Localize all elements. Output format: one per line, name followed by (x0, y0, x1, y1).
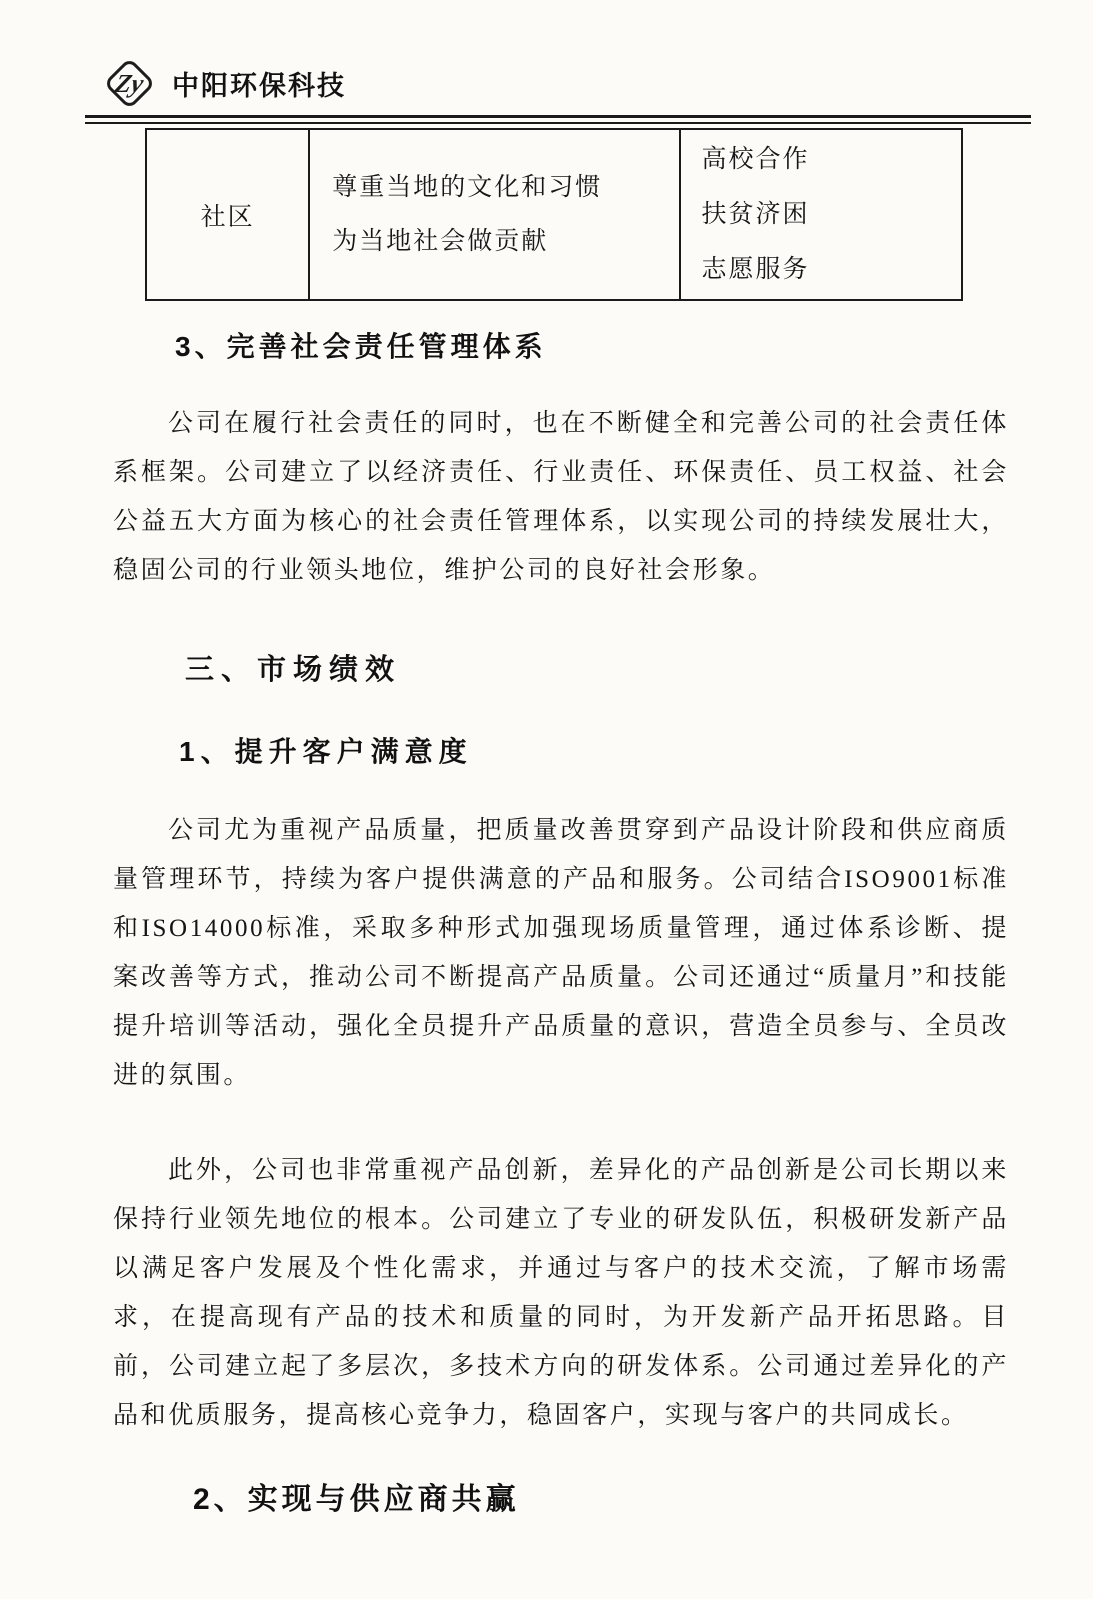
commitment-line: 为当地社会做贡献 (332, 227, 549, 255)
table-cell-commitments (309, 129, 680, 300)
page-header (0, 0, 1093, 124)
action-line: 扶贫济困 (701, 201, 810, 228)
paragraph-product-quality: 公司尤为重视产品质量，把质量改善贯穿到产品设计阶段和供应商质量管理环节，持续为客户提供满意的产品和服务。公司结合ISO9001标准和ISO14000标准，采取多种形式加强现场质量管理，通过体系诊断、提案改善等方式，推动公司不断提高产品质量。公司还通过“质量月”和技能提升培训等活动，强化全员提升产品质量的意识，营造全员参与、全员改进的氛围。 (113, 817, 1009, 1089)
commitment-line: 尊重当地的文化和习惯 (332, 173, 603, 201)
heading-supplier-winwin: 2、实现与供应商共赢 (193, 1483, 520, 1516)
company-logo (105, 57, 1009, 109)
document-content (0, 128, 1093, 1518)
table-cell-actions (680, 129, 962, 300)
heading-customer-satisfaction: 1、提升客户满意度 (179, 736, 473, 767)
logo-monogram: Zy (112, 67, 147, 97)
table-cell-category: 社区 (146, 129, 309, 300)
header-divider (85, 115, 1031, 124)
company-name: 中阳环保科技 (172, 70, 346, 101)
heading-market-performance: 三、市场绩效 (185, 654, 402, 686)
responsibility-table (145, 128, 963, 301)
heading-csr-management-system: 3、完善社会责任管理体系 (175, 331, 547, 362)
paragraph-csr-system: 公司在履行社会责任的同时，也在不断健全和完善公司的社会责任体系框架。公司建立了以经济责任、行业责任、环保责任、员工权益、社会公益五大方面为核心的社会责任管理体系，以实现公司的持续发展壮大，稳固公司的行业领头地位，维护公司的良好社会形象。 (113, 410, 1009, 584)
paragraph-product-innovation: 此外，公司也非常重视产品创新，差异化的产品创新是公司长期以来保持行业领先地位的根本。公司建立了专业的研发队伍，积极研发新产品以满足客户发展及个性化需求，并通过与客户的技术交流，了解市场需求，在提高现有产品的技术和质量的同时，为开发新产品开拓思路。目前，公司建立起了多层次，多技术方向的研发体系。公司通过差异化的产品和优质服务，提高核心竞争力，稳固客户，实现与客户的共同成长。 (113, 1157, 1009, 1429)
company-logo-icon (103, 57, 155, 109)
action-line: 志愿服务 (701, 256, 810, 283)
table-row (146, 129, 962, 300)
action-line: 高校合作 (701, 146, 810, 173)
